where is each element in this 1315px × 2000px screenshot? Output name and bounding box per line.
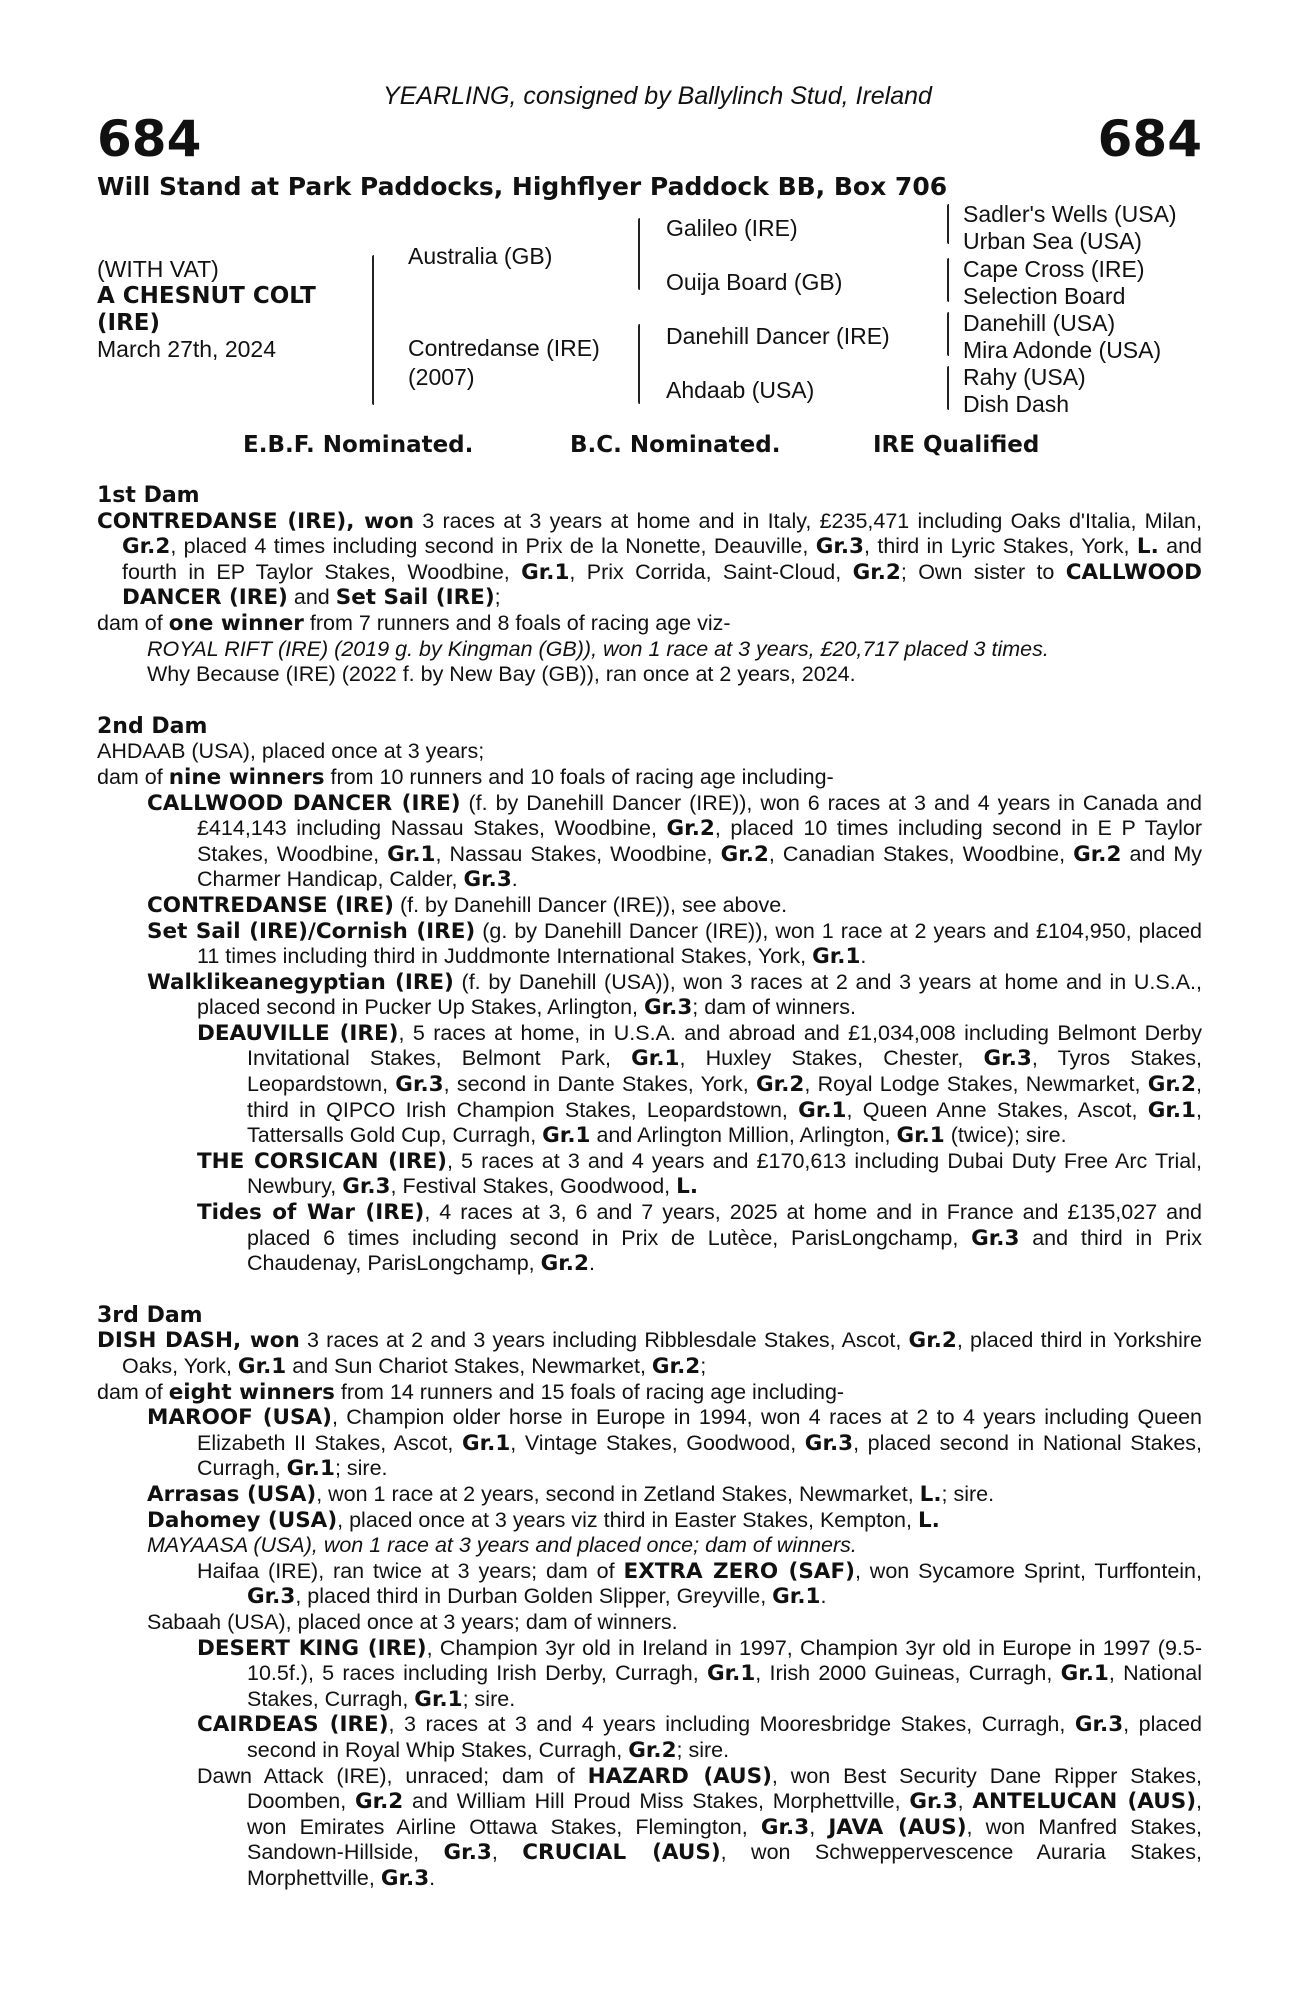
pedigree-brace-sire — [638, 218, 640, 290]
ggp-1: Sadler's Wells (USA) — [963, 201, 1177, 227]
ggp-4: Selection Board — [963, 283, 1126, 309]
ggp-6: Mira Adonde (USA) — [963, 337, 1162, 363]
first-dam-produce-1: ROYAL RIFT (IRE) (2019 g. by Kingman (GB)), won 1 race at 3 years, £20,717 placed 3 times. — [147, 636, 1049, 661]
colt-origin: (IRE) — [97, 310, 161, 336]
third-dam-grandproduce-2: DESERT KING (IRE), Champion 3yr old in Ireland in 1997, Champion 3yr old in Europe in 1997 (9.5-10.5f.), 5 races including Irish Derby, Curragh, Gr.1, Irish 2000 Guineas, Curragh, Gr.1, National Stakes, Curragh, Gr.1; sire. — [197, 1635, 1202, 1712]
sire-dam: Ouija Board (GB) — [666, 269, 843, 295]
second-dam-heading: 2nd Dam — [97, 713, 208, 739]
bc-nomination: B.C. Nominated. — [570, 432, 781, 458]
pedigree-brace-main — [372, 255, 374, 405]
third-dam-grandproduce-1: Haifaa (IRE), ran twice at 3 years; dam of EXTRA ZERO (SAF), won Sycamore Sprint, Turffontein, Gr.3, placed third in Durban Golden Slipper, Greyville, Gr.1. — [197, 1558, 1202, 1610]
dam-dam: Ahdaab (USA) — [666, 377, 815, 403]
catalogue-body — [97, 483, 1202, 1891]
second-dam-produce-1: CALLWOOD DANCER (IRE) (f. by Danehill Dancer (IRE)), won 6 races at 3 and 4 years in Canada and £414,143 including Nassau Stakes, Woodbine, Gr.2, placed 10 times including second in E P Taylor Stakes, Woodbine, Gr.1, Nassau Stakes, Woodbine, Gr.2, Canadian Stakes, Woodbine, Gr.2 and My Charmer Handicap, Calder, Gr.3. — [147, 790, 1203, 893]
colt-name: A CHESNUT COLT — [97, 283, 316, 309]
pedigree-brace-g3 — [947, 312, 949, 356]
consignment-line: YEARLING, consigned by Ballylinch Stud, Ireland — [383, 82, 932, 110]
first-dam-produce-2: Why Because (IRE) (2022 f. by New Bay (GB)), ran once at 2 years, 2024. — [147, 662, 856, 687]
vat-note: (WITH VAT) — [97, 256, 219, 282]
stand-location: Will Stand at Park Paddocks, Highflyer Paddock BB, Box 706 — [97, 172, 948, 201]
second-dam-record: AHDAAB (USA), placed once at 3 years; — [97, 739, 485, 764]
ire-qualification: IRE Qualified — [873, 432, 1040, 458]
sire-name: Australia (GB) — [408, 243, 553, 269]
second-dam-grandprodduce-1: DEAUVILLE (IRE), 5 races at home, in U.S.A. and abroad and £1,034,008 including Belmont Derby Invitational Stakes, Belmont Park, Gr.1, Huxley Stakes, Chester, Gr.3, Tyros Stakes, Leopardstown, Gr.3, second in Dante Stakes, York, Gr.2, Royal Lodge Stakes, Newmarket, Gr.2, third in QIPCO Irish Champion Stakes, Leopardstown, Gr.1, Queen Anne Stakes, Ascot, Gr.1, Tattersalls Gold Cup, Curragh, Gr.1 and Arlington Million, Arlington, Gr.1 (twice); sire. — [197, 1020, 1203, 1149]
ggp-5: Danehill (USA) — [963, 310, 1116, 336]
second-dam-produce-3: Set Sail (IRE)/Cornish (IRE) (g. by Danehill Dancer (IRE)), won 1 race at 2 years and £104,950, placed 11 times including third in Juddmonte International Stakes, York, Gr.1. — [147, 918, 1202, 970]
ggp-8: Dish Dash — [963, 391, 1070, 417]
pedigree-brace-g2 — [947, 258, 949, 302]
dam-year: (2007) — [408, 364, 475, 390]
second-dam-produce-2: CONTREDANSE (IRE) (f. by Danehill Dancer (IRE)), see above. — [147, 892, 788, 918]
third-dam-heading: 3rd Dam — [97, 1302, 203, 1328]
ggp-2: Urban Sea (USA) — [963, 228, 1142, 254]
foaling-date: March 27th, 2024 — [97, 336, 277, 362]
second-dam-produce-summary: dam of nine winners from 10 runners and 10 foals of racing age including- — [97, 764, 834, 790]
pedigree-brace-g1 — [947, 204, 949, 244]
sire-sire: Galileo (IRE) — [666, 215, 798, 241]
dam-name: Contredanse (IRE) — [408, 335, 600, 361]
third-dam-produce-4: MAYAASA (USA), won 1 race at 3 years and placed once; dam of winners. — [147, 1533, 857, 1558]
pedigree-brace-g4 — [947, 366, 949, 410]
ggp-3: Cape Cross (IRE) — [963, 256, 1145, 282]
second-dam-grandproduce-3: Tides of War (IRE), 4 races at 3, 6 and 7 years, 2025 at home and in France and £135,027 and placed 6 times including second in Prix de Lutèce, ParisLongchamp, Gr.3 and third in Prix Chaudenay, ParisLongchamp, Gr.2. — [197, 1200, 1202, 1277]
third-dam-produce-summary: dam of eight winners from 14 runners and 15 foals of racing age including- — [97, 1379, 845, 1405]
third-dam-produce-1: MAROOF (USA), Champion older horse in Europe in 1994, won 4 races at 2 to 4 years including Queen Elizabeth II Stakes, Ascot, Gr.1, Vintage Stakes, Goodwood, Gr.3, placed second in National Stakes, Curragh, Gr.1; sire. — [147, 1405, 1203, 1482]
lot-number-right: 684 — [1097, 110, 1202, 168]
third-dam-produce-2: Arrasas (USA), won 1 race at 2 years, second in Zetland Stakes, Newmarket, L.; sire. — [147, 1481, 995, 1507]
lot-number-left: 684 — [97, 110, 202, 168]
second-dam-produce-4: Walklikeanegyptian (IRE) (f. by Danehill (USA)), won 3 races at 2 and 3 years at home and in U.S.A., placed second in Pucker Up Stakes, Arlington, Gr.3; dam of winners. — [147, 969, 1202, 1021]
ebf-nomination: E.B.F. Nominated. — [243, 432, 474, 458]
pedigree-brace-dam — [638, 324, 640, 404]
first-dam-heading: 1st Dam — [97, 483, 200, 508]
first-dam-record: CONTREDANSE (IRE), won 3 races at 3 years at home and in Italy, £235,471 including Oaks d'Italia, Milan, Gr.2, placed 4 times including second in Prix de la Nonette, Deauville, Gr.3, third in Lyric Stakes, York, L. and fourth in EP Taylor Stakes, Woodbine, Gr.1, Prix Corrida, Saint-Cloud, Gr.2; Own sister to CALLWOOD DANCER (IRE) and Set Sail (IRE); — [97, 508, 1202, 611]
first-dam-produce-summary: dam of one winner from 7 runners and 8 foals of racing age viz- — [97, 610, 731, 636]
ggp-7: Rahy (USA) — [963, 364, 1086, 390]
third-dam-grandproduce-3: CAIRDEAS (IRE), 3 races at 3 and 4 years including Mooresbridge Stakes, Curragh, Gr.3, placed second in Royal Whip Stakes, Curragh, Gr.2; sire. — [197, 1712, 1202, 1763]
dam-sire: Danehill Dancer (IRE) — [666, 323, 890, 349]
third-dam-grandproduce-4: Dawn Attack (IRE), unraced; dam of HAZARD (AUS), won Best Security Dane Ripper Stakes, Doomben, Gr.2 and William Hill Proud Miss Stakes, Morphettville, Gr.3, ANTELUCAN (AUS), won Emirates Airline Ottawa Stakes, Flemington, Gr.3, JAVA (AUS), won Manfred Stakes, Sandown-Hillside, Gr.3, CRUCIAL (AUS), won Schweppervescence Auraria Stakes, Morphettville, Gr.3. — [197, 1763, 1203, 1891]
third-dam-record: DISH DASH, won 3 races at 2 and 3 years including Ribblesdale Stakes, Ascot, Gr.2, placed third in Yorkshire Oaks, York, Gr.1 and Sun Chariot Stakes, Newmarket, Gr.2; — [97, 1328, 1202, 1379]
third-dam-produce-3: Dahomey (USA), placed once at 3 years viz third in Easter Stakes, Kempton, L. — [147, 1507, 940, 1533]
third-dam-produce-5: Sabaah (USA), placed once at 3 years; dam of winners. — [147, 1609, 678, 1634]
second-dam-grandproduce-2: THE CORSICAN (IRE), 5 races at 3 and 4 years and £170,613 including Dubai Duty Free Arc Trial, Newbury, Gr.3, Festival Stakes, Goodwood, L. — [197, 1148, 1202, 1200]
